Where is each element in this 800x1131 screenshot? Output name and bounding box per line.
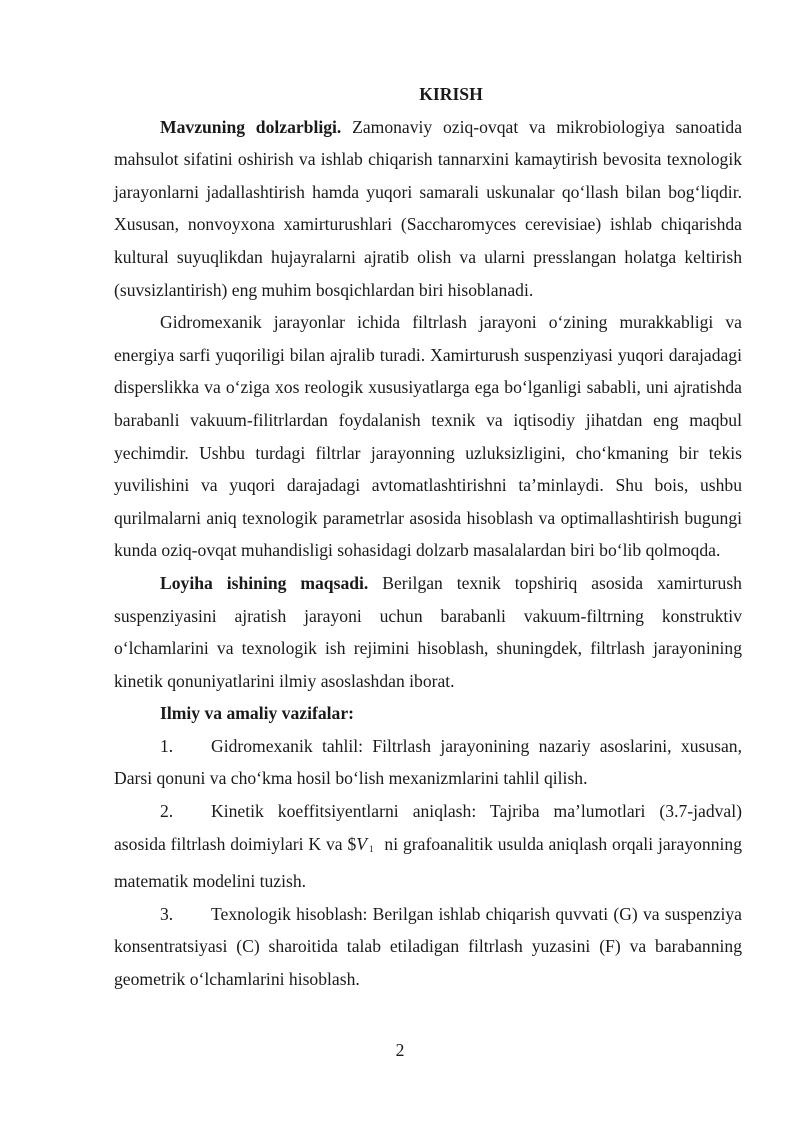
task-number: 2.	[160, 801, 174, 822]
document-page	[114, 78, 742, 996]
task-text: Gidromexanik tahlil: Filtrlash jarayonining nazariy asoslarini, xususan, Darsi qonuni va cho‘kma hosil bo‘lish mexanizmlarini tahlil qilish.	[114, 735, 742, 789]
task-item-1	[114, 730, 742, 795]
paragraph-filtration: Gidromexanik jarayonlar ichida filtrlash jarayoni o‘zining murakkabligi va energiya sarfi yuqoriligi bilan ajralib turadi. Xamirturush suspenziyasi yuqori darajadagi disperslikka va o‘ziga xos reologik xususiyatlarga ega bo‘lganligi sababli, uni ajratishda barabanli vakuum-filitrlardan foydalanish texnik va iqtisodiy jihatdan eng maqbul yechimdir. Ushbu turdagi filtrlar jarayonning uzluksizligini, cho‘kmaning bir tekis yuvilishini va yuqori darajadagi avtomatlashtirishni ta’minlaydi. Shu bois, ushbu qurilmalarni aniq texnologik parametrlar asosida hisoblash va optimallashtirish bugungi kunda oziq-ovqat muhandisligi sohasidagi dolzarb masalalardan biri bo‘lib qolmoqda.	[114, 312, 742, 561]
paragraph-relevance	[114, 111, 742, 307]
goal-heading: Loyiha ishining maqsadi.	[160, 572, 369, 593]
task-number: 1.	[160, 735, 174, 756]
task-number: 3.	[160, 903, 174, 924]
task-item-2	[114, 795, 742, 898]
paragraph-goal	[114, 567, 742, 697]
section-title: KIRISH	[419, 84, 483, 104]
math-subscript: 1	[369, 843, 374, 854]
relevance-heading: Mavzuning dolzarbligi.	[160, 116, 342, 137]
task-item-3	[114, 898, 742, 996]
task-text: Texnologik hisoblash: Berilgan ishlab chiqarish quvvati (G) va suspenziya konsentratsiyasi (C) sharoitida talab etiladigan filtrlash yuzasini (F) va barabanning geometrik o‘lchamlarini hisoblash.	[114, 903, 742, 990]
goal-text: Berilgan texnik topshiriq asosida xamirturush suspenziyasini ajratish jarayoni uchun barabanli vakuum-filtrning konstruktiv o‘lchamlarini va texnologik ish rejimini hisoblash, shuningdek, filtrlash jarayonining kinetik qonuniyatlarini ilmiy asoslashdan iborat.	[114, 572, 742, 691]
task-text: Kinetik koeffitsiyentlarni aniqlash: Tajriba ma’lumotlari (3.7-jadval) asosida filtrlash doimiylari K va $	[114, 801, 742, 854]
page-number: 2	[395, 1040, 405, 1060]
math-symbol: V	[356, 833, 368, 854]
relevance-text: Zamonaviy oziq-ovqat va mikrobiologiya sanoatida mahsulot sifatini oshirish va ishlab chiqarish tannarxini kamaytirish bevosita texnologik jarayonlarni jadallashtirish hamda yuqori samarali uskunalar qo‘llash bilan bog‘liqdir. Xususan, nonvoyxona xamirturushlari (Saccharomyces cerevisiae) ishlab chiqarishda kultural suyuqlikdan hujayralarni ajratib olish va ularni presslangan holatga keltirish (suvsizlantirish) eng muhim bosqichlardan biri hisoblanadi.	[114, 116, 742, 300]
task-text-continued: ni grafoanalitik usulda aniqlash orqali jarayonning matematik modelini tuzish.	[114, 833, 742, 892]
tasks-heading: Ilmiy va amaliy vazifalar:	[160, 703, 354, 724]
